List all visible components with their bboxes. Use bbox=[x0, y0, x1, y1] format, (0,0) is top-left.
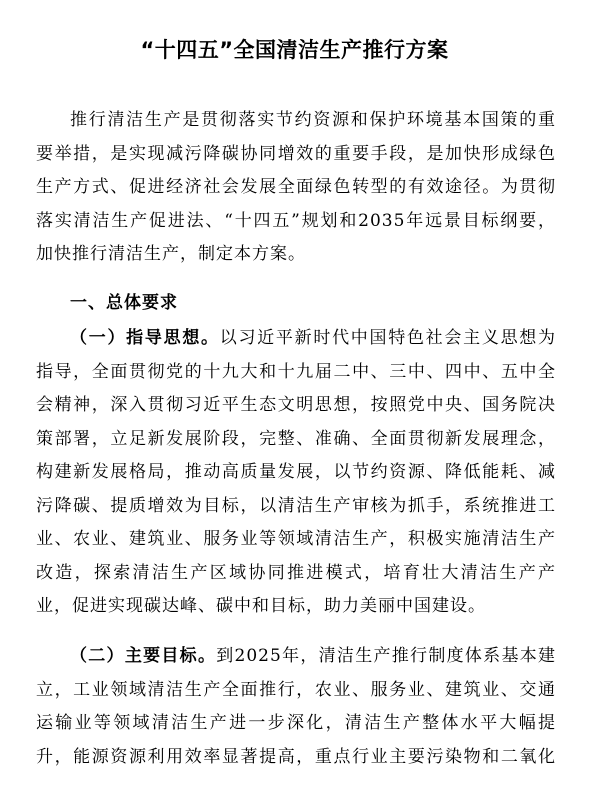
guiding-ideology-label: （一）指导思想。 bbox=[70, 328, 220, 348]
guiding-line: 指导，全面贯彻党的十九大和十九届二中、三中、四中、五中全 bbox=[36, 361, 556, 382]
intro-line: 落实清洁生产促进法、“十四五”规划和2035年远景目标纲要， bbox=[36, 210, 556, 231]
intro-line: 加快推行清洁生产，制定本方案。 bbox=[36, 244, 306, 264]
intro-paragraph bbox=[36, 104, 556, 272]
section-heading-general-requirements: 一、总体要求 bbox=[70, 293, 178, 313]
guiding-line: 策部署，立足新发展阶段，完整、准确、全面贯彻新发展理念， bbox=[36, 428, 556, 449]
guiding-line: 构建新发展格局，推动高质量发展，以节约资源、降低能耗、减 bbox=[36, 462, 556, 482]
intro-line: 推行清洁生产是贯彻落实节约资源和保护环境基本国策的重 bbox=[70, 110, 556, 130]
guiding-first-line-text: 以习近平新时代中国特色社会主义思想为 bbox=[219, 328, 557, 348]
guiding-first-line bbox=[36, 322, 556, 356]
intro-line: 要举措，是实现减污降碳协同增效的重要手段，是加快形成绿色 bbox=[36, 143, 556, 164]
guiding-line: 会精神，深入贯彻习近平生态文明思想，按照党中央、国务院决 bbox=[36, 395, 556, 415]
main-goals-paragraph bbox=[36, 640, 556, 774]
intro-line: 生产方式、促进经济社会发展全面绿色转型的有效途径。为贯彻 bbox=[36, 177, 556, 197]
guiding-line: 改造，探索清洁生产区域协同推进模式，培育壮大清洁生产产 bbox=[36, 562, 556, 583]
guiding-line: 业，促进实现碳达峰、碳中和目标，助力美丽中国建设。 bbox=[36, 596, 486, 616]
goals-first-line bbox=[36, 640, 556, 674]
goals-line: 升，能源资源利用效率显著提高，重点行业主要污染物和二氧化 bbox=[36, 746, 556, 767]
document-title: “十四五”全国清洁生产推行方案 bbox=[140, 38, 449, 62]
goals-first-line-text: 到2025年，清洁生产推行制度体系基本建 bbox=[216, 646, 557, 666]
goals-line: 立，工业领域清洁生产全面推行，农业、服务业、建筑业、交通 bbox=[36, 679, 556, 700]
guiding-line: 业、农业、建筑业、服务业等领域清洁生产，积极实施清洁生产 bbox=[36, 529, 556, 549]
guiding-line: 污降碳、提质增效为目标，以清洁生产审核为抓手，系统推进工 bbox=[36, 495, 556, 516]
goals-line: 运输业等领域清洁生产进一步深化，清洁生产整体水平大幅提 bbox=[36, 713, 556, 733]
guiding-ideology-paragraph bbox=[36, 322, 556, 624]
main-goals-label: （二）主要目标。 bbox=[70, 646, 217, 666]
